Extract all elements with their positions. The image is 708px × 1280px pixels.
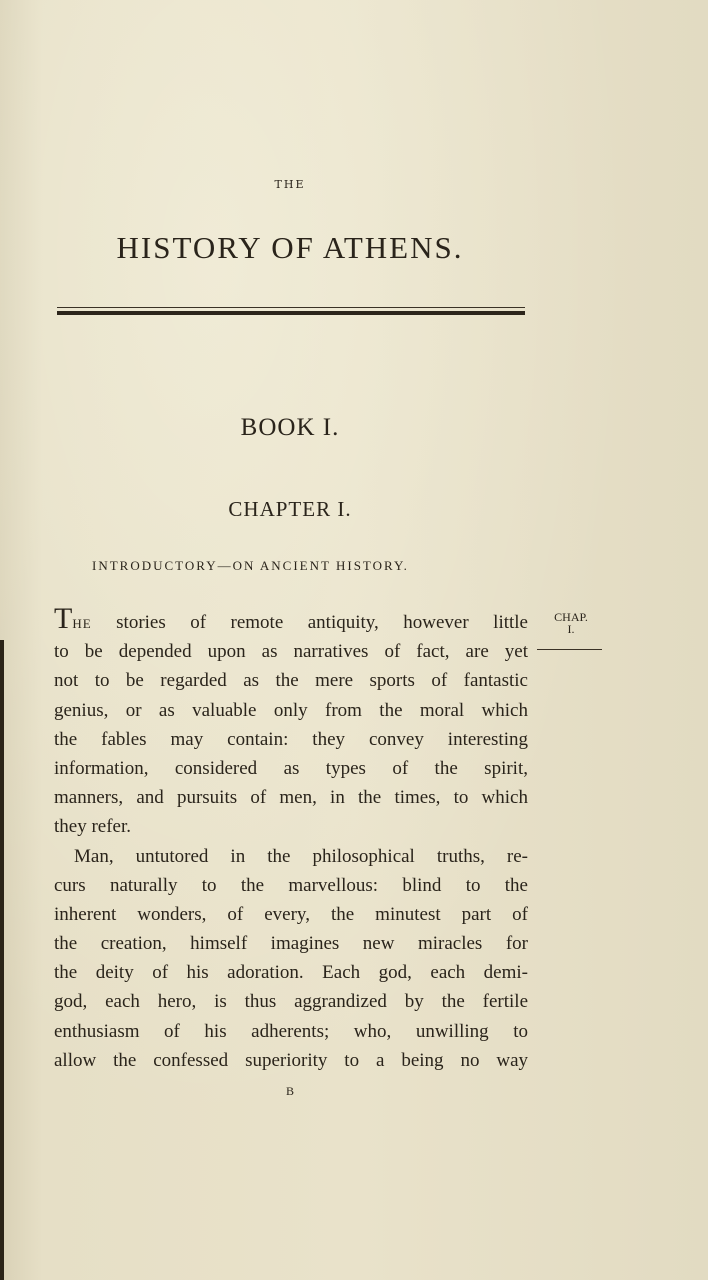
text-line: information, considered as types of the spirit, [54,757,528,779]
text-line: the fables may contain: they convey interesting [54,728,528,750]
text-line: genius, or as valuable only from the moral which [54,699,528,721]
page-edge-shadow [0,640,4,1280]
text-line: enthusiasm of his adherents; who, unwilling to [54,1020,528,1042]
text-line: god, each hero, is thus aggrandized by the fertile [54,991,528,1013]
drop-cap: T [54,602,73,635]
margin-note-chap: CHAP. [554,610,588,624]
margin-rule [537,649,602,650]
text-line: curs naturally to the marvellous: blind to the [54,874,528,896]
text-line: allow the confessed superiority to a being no way [54,1049,528,1071]
margin-note [546,611,596,635]
small-caps: HE [72,616,92,631]
text-line: the creation, himself imagines new miracles for [54,933,528,955]
text-line: the deity of his adoration. Each god, each demi- [54,962,528,984]
text-line-1-rest: stories of remote antiquity, however little [91,612,528,633]
title-rule-thick [57,311,525,315]
chapter-heading: CHAPTER I. [228,497,352,521]
title-rule-thin [57,307,525,308]
small-title: THE [274,178,306,191]
signature-mark: B [285,1084,294,1098]
book-heading: BOOK I. [240,414,340,441]
margin-note-number: I. [567,622,575,636]
text-line: to be depended upon as narratives of fact, are yet [54,641,528,663]
body-text [54,602,528,1075]
text-line: manners, and pursuits of men, in the times, to which [54,787,528,809]
text-line: they refer. [54,816,132,838]
text-line-1 [54,602,528,637]
page-title: HISTORY OF ATHENS. [116,230,464,265]
text-line: not to be regarded as the mere sports of fantastic [54,670,528,692]
text-line: Man, untutored in the philosophical truths, re- [74,845,528,867]
intro-heading: INTRODUCTORY—ON ANCIENT HISTORY. [92,558,409,573]
text-line: inherent wonders, of every, the minutest part of [54,903,528,925]
